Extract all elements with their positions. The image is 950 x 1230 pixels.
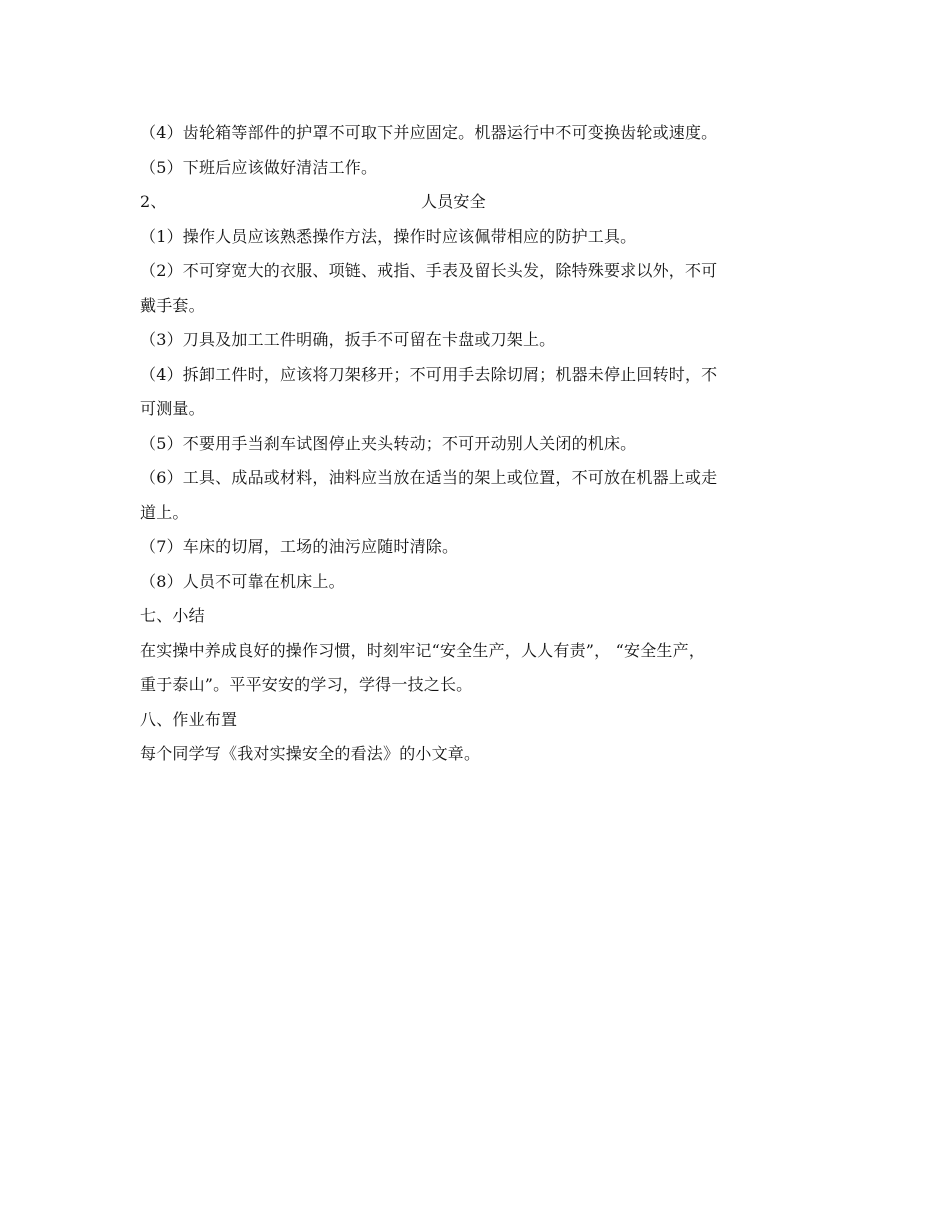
text-line: （1）操作人员应该熟悉操作方法，操作时应该佩带相应的防护工具。: [140, 226, 637, 246]
section-heading: [140, 185, 820, 220]
paragraph-line: 每个同学写《我对实操安全的看法》的小文章。: [140, 744, 481, 763]
document-page: [140, 116, 820, 772]
text-line: （5）不要用手当刹车试图停止夹头转动；不可开动别人关闭的机床。: [140, 433, 637, 453]
section-title: 人员安全: [421, 192, 486, 211]
text-line: （7）车床的切屑，工场的油污应随时清除。: [140, 537, 459, 556]
text-line: （2）不可穿宽大的衣服、项链、戒指、手表及留长头发，除特殊要求以外，不可: [140, 261, 718, 280]
section-heading: 八、作业布置: [140, 709, 238, 729]
text-line: （3）刀具及加工工件明确，扳手不可留在卡盘或刀架上。: [140, 330, 556, 349]
paragraph-line: 重于泰山”。平平安安的学习，学得一技之长。: [140, 675, 473, 694]
text-line: （4）拆卸工件时，应该将刀架移开；不可用手去除切屑；机器未停止回转时，不: [140, 364, 718, 384]
text-line: 戴手套。: [140, 295, 205, 315]
section-heading: 七、小结: [140, 606, 205, 625]
paragraph-line: 在实操中养成良好的操作习惯，时刻牢记“安全生产，人人有责”， “安全生产，: [140, 640, 706, 660]
text-line: （4）齿轮箱等部件的护罩不可取下并应固定。机器运行中不可变换齿轮或速度。: [140, 123, 718, 142]
section-number: 2、: [140, 192, 167, 211]
text-line: 道上。: [140, 502, 189, 522]
text-line: （6）工具、成品或材料，油料应当放在适当的架上或位置，不可放在机器上或走: [140, 468, 718, 487]
text-line: （5）下班后应该做好清洁工作。: [140, 157, 378, 177]
text-line: 可测量。: [140, 399, 205, 418]
text-line: （8）人员不可靠在机床上。: [140, 571, 345, 591]
